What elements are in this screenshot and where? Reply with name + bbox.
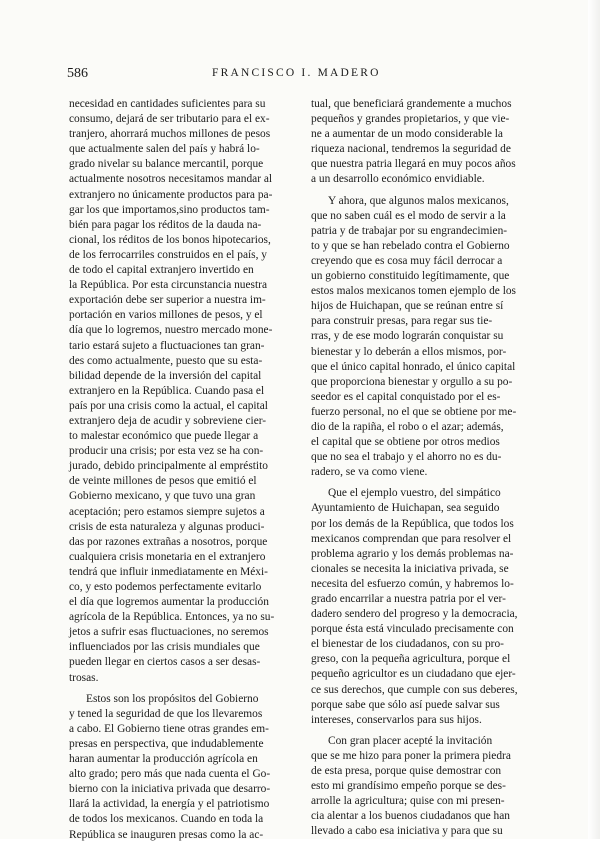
text-line: presas en perspectiva, que indudablemente: [69, 737, 264, 750]
text-line: un gobierno constituido legítimamente, que: [311, 270, 510, 283]
page-edge: [588, 0, 600, 839]
text-line: jetos a sufrir esas fluctuaciones, no seremos: [69, 626, 269, 639]
text-line: el capital que se obtiene por otros medios: [311, 436, 500, 449]
text-line: cionales se necesita la iniciativa privada, se: [311, 562, 509, 575]
text-line: fuerzo personal, no el que se obtiene por me-: [311, 405, 517, 418]
text-line: el bienestar de los ciudadanos, con su pro-: [311, 638, 504, 651]
text-line: greso, con la pequeña agricultura, porque el: [311, 653, 511, 666]
text-line: to y que se han rebelado contra el Gobierno: [311, 239, 510, 252]
text-line: influenciados por las crisis mundiales que: [69, 641, 260, 654]
right-column: [311, 97, 534, 840]
text-line: necesita del esfuerzo común, y habremos lo-: [311, 577, 514, 590]
text-line: de veinte millones de pesos que emitió el: [69, 475, 257, 488]
text-line: Con gran placer acepté la invitación: [328, 734, 493, 747]
text-line: intereses, conservarlos para sus hijos.: [311, 713, 482, 726]
text-line: bierno con la iniciativa privada que desarro-: [69, 783, 271, 796]
text-line: de todos los mexicanos. Cuando en toda la: [69, 813, 264, 826]
text-line: necesidad en cantidades suficientes para su: [69, 98, 266, 110]
text-line: dio de la rapiña, el robo o el azar; además,: [311, 420, 504, 433]
text-line: des como actualmente, puesto que su esta-: [69, 354, 263, 367]
text-line: el día que logremos aumentar la producción: [69, 596, 269, 609]
text-line: por los demás de la República, que todos los: [311, 517, 514, 530]
text-line: actualmente nosotros necesitamos mandar al: [69, 173, 273, 186]
text-line: radero, se va como viene.: [311, 466, 428, 479]
page-header: [67, 66, 532, 86]
text-line: cualquiera crisis monetaria en el extranjero: [69, 550, 266, 563]
text-line: consumo, dejará de ser tributario para el ex-: [69, 113, 270, 126]
text-line: porque ésta está vinculado precisamente con: [311, 623, 514, 636]
text-line: de todo el capital extranjero invertido en: [69, 264, 254, 277]
text-line: bienestar y lo deberán a ellos mismos, por-: [311, 345, 507, 358]
text-line: jurado, debido principalmente al empréstito: [69, 460, 268, 473]
text-line: exportación debe ser superior a nuestra im-: [69, 294, 266, 307]
text-line: a cabo. El Gobierno tiene otras grandes em-: [69, 722, 269, 735]
text-line: mexicanos comprendan que para resolver el: [311, 532, 512, 545]
text-line: riqueza nacional, tendremos la seguridad de: [311, 143, 511, 156]
text-line: crisis de esta naturaleza y algunas produci-: [69, 520, 265, 533]
text-line: arrolle la agricultura; quise con mi presen-: [311, 795, 505, 808]
text-line: a un desarrollo económico envidiable.: [311, 173, 485, 186]
text-line: extranjero en la República. Cuando pasa el: [69, 384, 265, 397]
text-line: esto mi grandísimo empeño porque se des-: [311, 780, 506, 793]
text-line: haran aumentar la producción agrícola en: [69, 753, 258, 766]
text-line: pequeños y grandes propietarios, y que vie-: [311, 113, 510, 126]
text-line: cia alentar a los buenos ciudadanos que han: [311, 810, 510, 823]
text-line: Que el ejemplo vuestro, del simpático: [328, 487, 501, 500]
text-line: tranjero, ahorrará muchos millones de pesos: [69, 128, 271, 141]
text-line: pueden llegar en ciertos casos a ser desas-: [69, 656, 261, 669]
text-line: Estos son los propósitos del Gobierno: [86, 692, 259, 705]
text-line: seedor es el capital conquistado por el es-: [311, 390, 501, 403]
text-line: grado encarrilar a nuestra patria por el ver-: [311, 593, 506, 605]
text-line: grado nivelar su balance mercantil, porque: [69, 158, 264, 171]
text-line: rras, y de ese modo lograrán conquistar su: [311, 330, 504, 343]
text-line: aceptación; pero estamos siempre sujetos a: [69, 505, 265, 518]
text-line: alto grado; pero más que nada cuenta el Go-: [69, 768, 271, 781]
text-line: agrícola de la República. Entonces, ya no su-: [69, 611, 275, 624]
text-line: gar los que importamos,sino productos tam-: [69, 203, 270, 216]
text-line: patria y de trabajar por su engrandecimien-: [311, 224, 508, 237]
text-line: tendrá que influir inmediatamente en Méxi-: [69, 565, 268, 578]
text-line: Y ahora, que algunos malos mexicanos,: [328, 194, 509, 207]
text-line: extranjero deja de acudir y sobreviene cier-: [69, 414, 267, 427]
text-line: trosas.: [69, 671, 99, 684]
text-line: que el único capital honrado, el único capital: [311, 360, 516, 373]
text-line: extranjero no únicamente productos para pa-: [69, 188, 273, 201]
text-line: que no saben cuál es el modo de servir a la: [311, 209, 506, 222]
text-line: República se inauguren presas como la ac-: [69, 828, 264, 841]
text-line: para construir presas, para regar sus tie-: [311, 315, 493, 328]
text-line: co, y esto podemos perfectamente evitarlo: [69, 581, 262, 593]
text-line: dadero sendero del progreso y la democracia,: [311, 608, 518, 621]
text-line: que no sea el trabajo y el ahorro no es du-: [311, 451, 502, 464]
text-line: bilidad depende de la inversión del capital: [69, 369, 262, 382]
text-line: ne a aumentar de un modo considerable la: [311, 128, 503, 141]
text-line: producir una crisis; por esta vez se ha con-: [69, 445, 264, 458]
text-line: la República. Por esta circunstancia nuestra: [69, 279, 267, 292]
text-line: bién para pagar los réditos de la dauda na-: [69, 218, 262, 231]
text-line: ce sus derechos, que cumple con sus deberes,: [311, 683, 518, 696]
text-line: que se me hizo para poner la primera piedra: [311, 749, 511, 762]
text-line: creyendo que es cosa muy fácil derrocar a: [311, 254, 503, 267]
text-line: de los ferrocarriles construidos en el país, y: [69, 248, 268, 261]
text-line: que proporciona bienestar y orgullo a su po-: [311, 375, 513, 388]
left-column: [69, 97, 292, 843]
text-line: das por razones extrañas a nosotros, porque: [69, 535, 268, 548]
text-line: problema agrario y los demás problemas na-: [311, 547, 514, 560]
text-line: que nuestra patria llegará en muy pocos años: [311, 158, 516, 171]
text-line: Ayuntamiento de Huichapan, sea seguido: [311, 502, 500, 515]
text-line: llará la actividad, la energía y el patriotismo: [69, 798, 270, 811]
text-line: llevado a cabo esa iniciativa y para que su: [311, 825, 503, 838]
text-line: to malestar económico que puede llegar a: [69, 430, 259, 443]
text-line: que actualmente salen del país y habrá lo-: [69, 143, 260, 156]
text-line: Gobierno mexicano, y que tuvo una gran: [69, 490, 256, 503]
text-line: estos malos mexicanos tomen ejemplo de los: [311, 285, 516, 298]
text-line: pequeño agricultor es un ciudadano que ejer-: [311, 668, 516, 681]
text-line: tario estará sujeto a fluctuaciones tan gran-: [69, 339, 265, 352]
text-line: porque sabe que sólo así puede salvar sus: [311, 698, 500, 711]
text-line: hijos de Huichapan, que se reúnan entre sí: [311, 300, 504, 313]
text-line: tual, que beneficiará grandemente a muchos: [311, 98, 512, 110]
text-line: cional, los réditos de los bonos hipotecarios,: [69, 233, 271, 246]
text-line: día que lo logremos, nuestro mercado mone-: [69, 324, 273, 337]
running-head: FRANCISCO I. MADERO: [212, 67, 381, 79]
text-line: portación en varios millones de pesos, y el: [69, 309, 263, 322]
text-line: país por una crisis como la actual, el capital: [69, 399, 268, 412]
page-number: 586: [67, 66, 88, 81]
text-line: y tened la seguridad de que los llevaremos: [69, 707, 263, 720]
text-line: de esta presa, porque quise demostrar con: [311, 765, 502, 778]
